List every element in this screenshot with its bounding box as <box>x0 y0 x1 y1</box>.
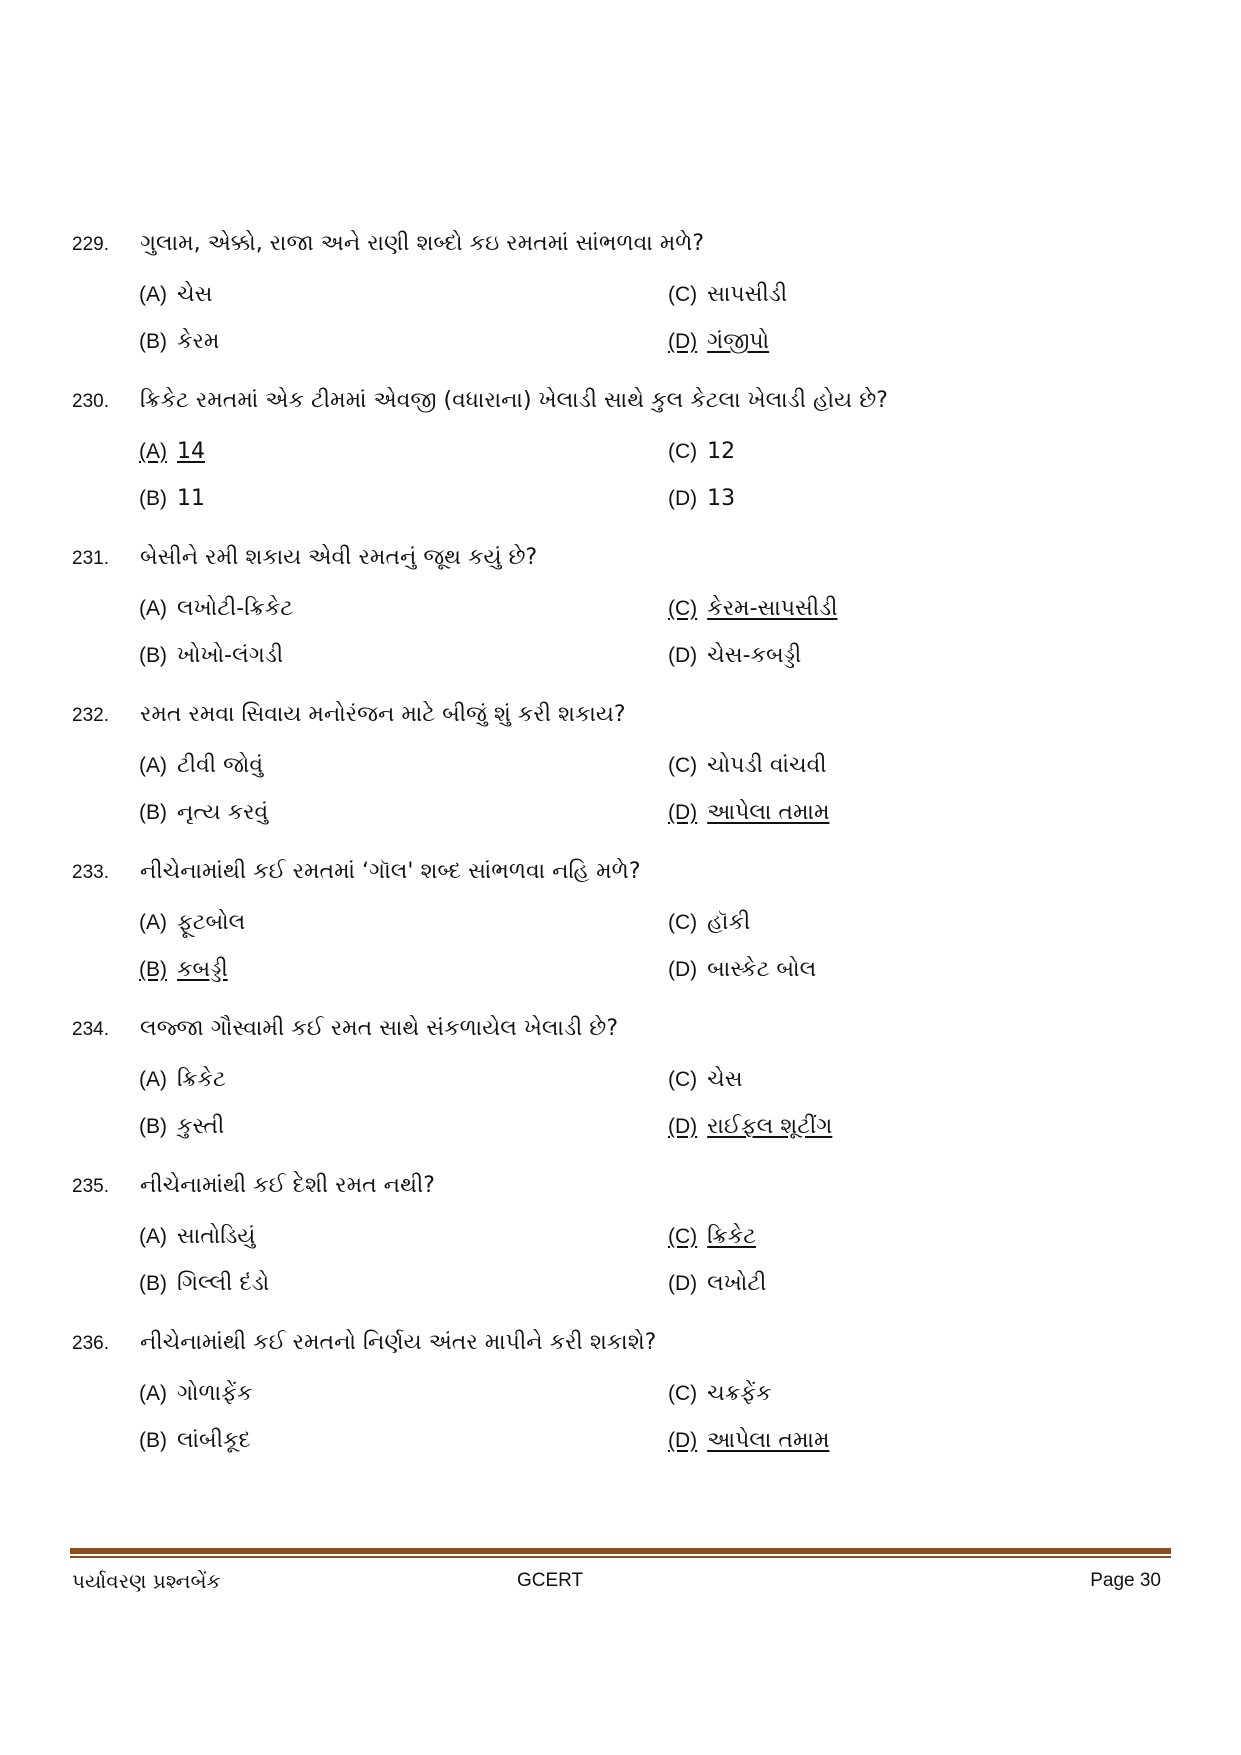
option-text: આપેલા તમામ <box>707 1428 830 1453</box>
option-text: 11 <box>177 486 205 511</box>
option-text: નૃત્ય કરવું <box>177 800 269 825</box>
option-b <box>139 1426 251 1456</box>
question-line <box>72 699 626 731</box>
question-text: લજ્જા ગૌસ્વામી કઈ રમત સાથે સંકળાયેલ ખેલાડી છે? <box>140 1016 618 1041</box>
option-text: કેરમ-સાપસીડી <box>707 596 838 621</box>
option-letter: (D) <box>668 330 698 353</box>
option-c-correct-answer <box>668 594 838 624</box>
option-letter: (A) <box>139 1068 167 1091</box>
option-letter: (A) <box>139 911 167 934</box>
option-letter: (A) <box>139 597 167 620</box>
option-text: ક્રિકેટ <box>707 1224 756 1249</box>
question-number: 234. <box>72 1019 109 1040</box>
question-number: 229. <box>72 234 109 255</box>
option-text: ચોપડી વાંચવી <box>707 753 827 778</box>
question-text: નીચેનામાંથી કઈ રમતમાં ‘ગૉલ' શબ્દ સાંભળવા નહિ મળે? <box>140 859 641 884</box>
option-text: સાપસીડી <box>707 282 788 307</box>
option-letter: (A) <box>139 283 167 306</box>
option-c <box>668 437 735 467</box>
question-number: 236. <box>72 1333 109 1354</box>
option-a <box>139 1065 226 1095</box>
option-a <box>139 280 212 310</box>
option-text: લખોટી-ક્રિકેટ <box>177 596 294 621</box>
option-text: ગંજીપો <box>707 329 770 354</box>
option-letter: (B) <box>139 487 167 510</box>
footer-book-title: પર્યાવરણ પ્રશ્નબેંક <box>72 1569 221 1593</box>
option-c-correct-answer <box>668 1222 756 1252</box>
option-letter: (D) <box>668 487 698 510</box>
option-letter: (D) <box>668 958 698 981</box>
option-c <box>668 280 787 310</box>
option-d <box>668 955 816 985</box>
option-text: ફૂટબોલ <box>177 910 246 935</box>
option-letter: (A) <box>139 754 167 777</box>
option-d-correct-answer <box>668 1426 829 1456</box>
option-b <box>139 641 283 671</box>
question-229 <box>72 228 1172 385</box>
option-text: ચેસ <box>707 1067 743 1092</box>
option-b <box>139 1269 269 1299</box>
question-text: બેસીને રમી શકાય એવી રમતનું જૂથ કયું છે? <box>140 545 538 570</box>
option-text: ચેસ <box>177 282 213 307</box>
option-d <box>668 484 735 514</box>
footer-divider-thin <box>70 1556 1171 1558</box>
question-text: ગુલામ, એક્કો, રાજા અને રાણી શબ્દો કઇ રમતમાં સાંભળવા મળે? <box>140 231 705 256</box>
option-a <box>139 1379 252 1409</box>
question-line <box>72 542 537 574</box>
option-letter: (D) <box>668 1272 698 1295</box>
option-letter: (A) <box>139 440 167 463</box>
option-letter: (C) <box>668 1225 698 1248</box>
option-c <box>668 908 750 938</box>
option-c <box>668 751 827 781</box>
option-text: ટીવી જોવું <box>177 753 264 778</box>
footer-divider-thick <box>70 1548 1171 1554</box>
question-number: 231. <box>72 548 109 569</box>
option-text: કુસ્તી <box>177 1114 225 1139</box>
option-text: લાંબીકૂદ <box>177 1428 251 1453</box>
option-letter: (A) <box>139 1382 167 1405</box>
option-text: લખોટી <box>707 1271 767 1296</box>
option-letter: (D) <box>668 644 698 667</box>
option-text: 12 <box>707 439 736 464</box>
question-number: 230. <box>72 391 109 412</box>
option-text: કેરમ <box>177 329 220 354</box>
option-b <box>139 798 268 828</box>
option-text: રાઈફલ શૂટીંગ <box>707 1114 833 1139</box>
option-text: સાતોડિયું <box>177 1224 256 1249</box>
option-text: 13 <box>707 486 736 511</box>
option-letter: (B) <box>139 1272 167 1295</box>
option-a <box>139 1222 255 1252</box>
question-line <box>72 1013 618 1045</box>
option-b <box>139 327 219 357</box>
option-b <box>139 1112 224 1142</box>
option-text: ચેસ-કબડ્ડી <box>707 643 802 668</box>
option-text: કબડ્ડી <box>177 957 228 982</box>
option-a-correct-answer <box>139 437 205 467</box>
option-letter: (D) <box>668 1115 698 1138</box>
question-233 <box>72 856 1172 1013</box>
question-line <box>72 385 888 417</box>
option-text: બાસ્કેટ બોલ <box>707 957 817 982</box>
option-d-correct-answer <box>668 327 769 357</box>
option-text: આપેલા તમામ <box>707 800 830 825</box>
question-number: 233. <box>72 862 109 883</box>
question-236 <box>72 1327 1172 1484</box>
question-text: ક્રિકેટ રમતમાં એક ટીમમાં એવજી (વધારાના) ખેલાડી સાથે કુલ કેટલા ખેલાડી હોય છે? <box>140 388 888 413</box>
option-text: 14 <box>177 439 205 464</box>
question-230 <box>72 385 1172 542</box>
option-d-correct-answer <box>668 798 829 828</box>
option-letter: (C) <box>668 1068 698 1091</box>
option-text: હૉકી <box>707 910 751 935</box>
option-letter: (B) <box>139 958 167 981</box>
question-line <box>72 1327 656 1359</box>
option-letter: (C) <box>668 597 698 620</box>
option-letter: (D) <box>668 1429 698 1452</box>
option-letter: (C) <box>668 1382 698 1405</box>
option-c <box>668 1065 743 1095</box>
question-line <box>72 1170 435 1202</box>
question-number: 232. <box>72 705 109 726</box>
option-text: ગોળાફેંક <box>177 1381 253 1406</box>
question-231 <box>72 542 1172 699</box>
question-number: 235. <box>72 1176 109 1197</box>
option-letter: (B) <box>139 1429 167 1452</box>
option-c <box>668 1379 772 1409</box>
question-text: રમત રમવા સિવાય મનોરંજન માટે બીજું શું કરી શકાય? <box>140 702 626 727</box>
option-letter: (C) <box>668 754 698 777</box>
option-letter: (C) <box>668 911 698 934</box>
option-letter: (B) <box>139 1115 167 1138</box>
option-b-correct-answer <box>139 955 228 985</box>
option-text: ક્રિકેટ <box>177 1067 226 1092</box>
option-a <box>139 594 293 624</box>
option-text: ચક્રફેંક <box>707 1381 772 1406</box>
question-text: નીચેનામાંથી કઈ દેશી રમત નથી? <box>140 1173 435 1198</box>
question-text: નીચેનામાંથી કઈ રમતનો નિર્ણય અંતર માપીને કરી શકાશે? <box>140 1330 657 1355</box>
option-letter: (B) <box>139 330 167 353</box>
option-a <box>139 751 263 781</box>
option-letter: (D) <box>668 801 698 824</box>
question-line <box>72 856 641 888</box>
option-b <box>139 484 205 514</box>
question-line <box>72 228 704 260</box>
option-d <box>668 1269 766 1299</box>
footer-page-number: Page 30 <box>1090 1570 1161 1591</box>
option-letter: (A) <box>139 1225 167 1248</box>
footer-publisher: GCERT <box>517 1570 584 1591</box>
option-text: ગિલ્લી દંડો <box>177 1271 270 1296</box>
option-letter: (C) <box>668 440 698 463</box>
option-d <box>668 641 801 671</box>
option-letter: (B) <box>139 644 167 667</box>
option-d-correct-answer <box>668 1112 832 1142</box>
option-a <box>139 908 245 938</box>
question-234 <box>72 1013 1172 1170</box>
question-235 <box>72 1170 1172 1327</box>
option-letter: (C) <box>668 283 698 306</box>
question-232 <box>72 699 1172 856</box>
question-list <box>72 228 1172 1484</box>
option-letter: (B) <box>139 801 167 824</box>
option-text: ખોખો-લંગડી <box>177 643 284 668</box>
